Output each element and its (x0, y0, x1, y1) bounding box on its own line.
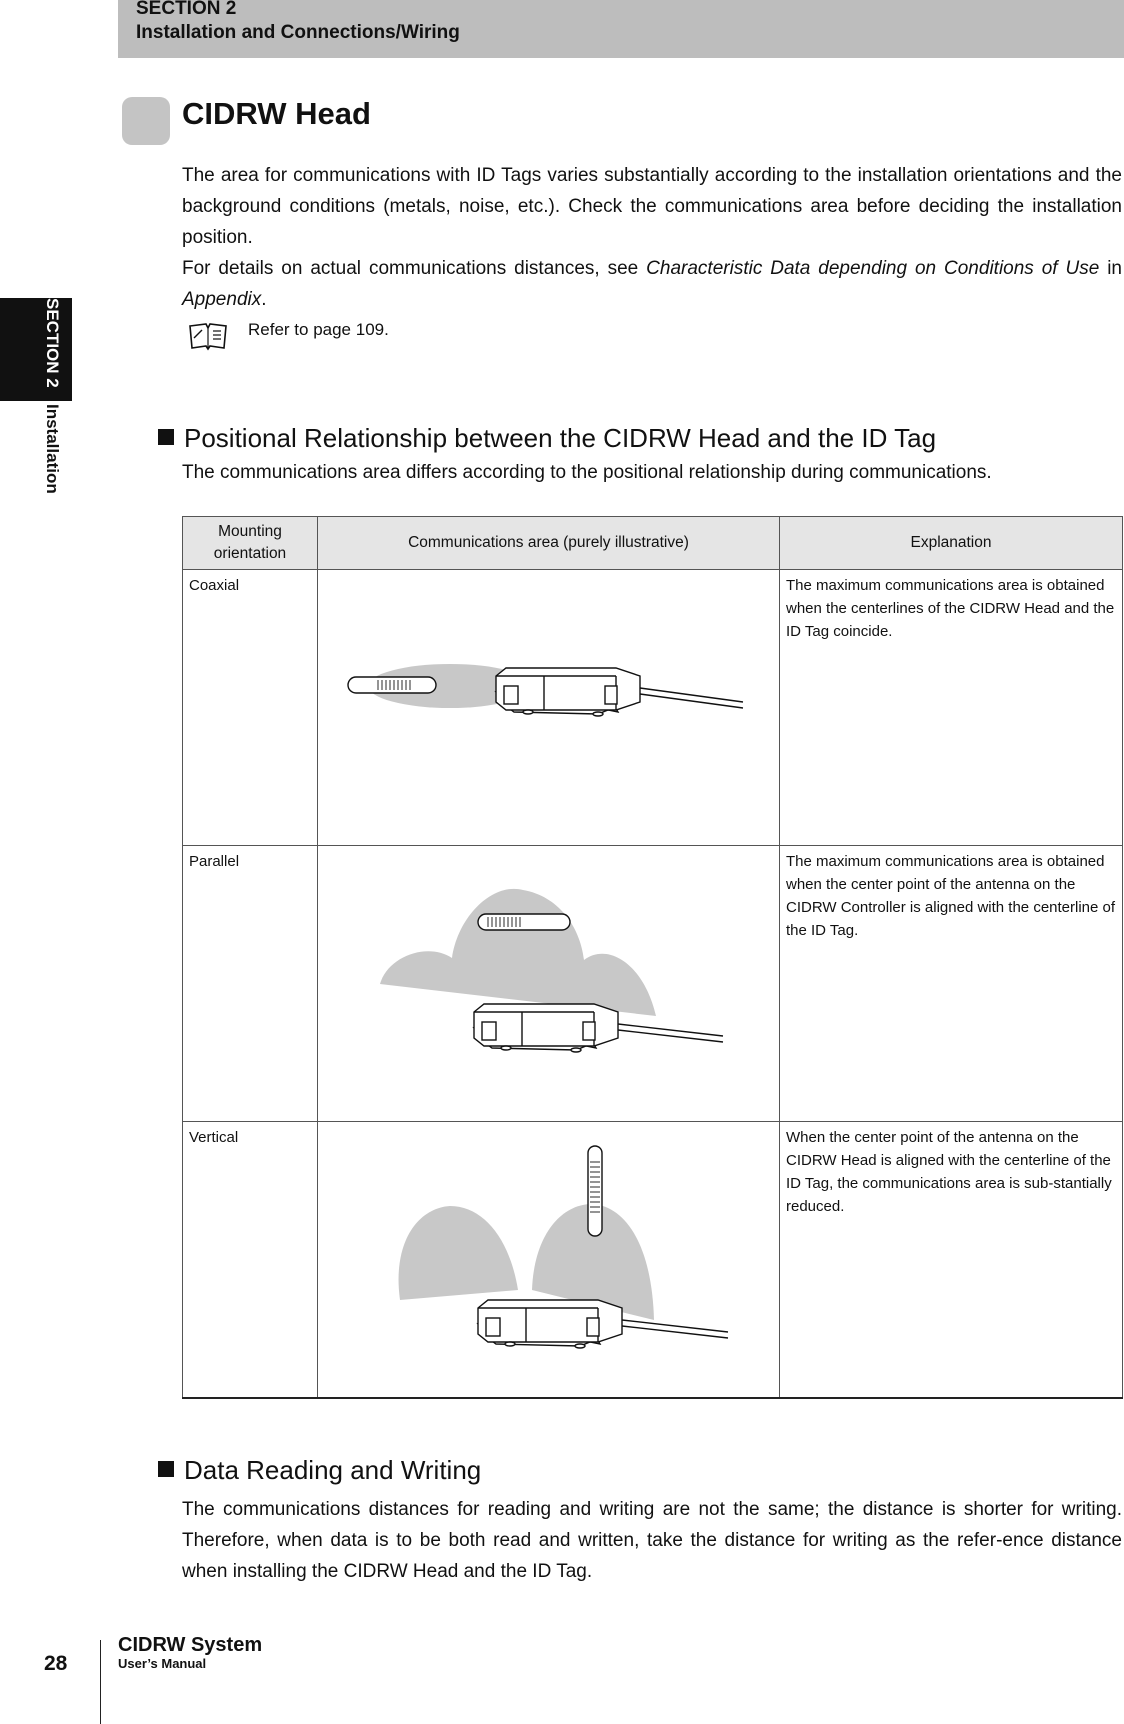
details-paragraph: For details on actual communications distances, see Characteristic Data depending on Conditions of Use in Appendix. (182, 258, 1122, 310)
cable (618, 1024, 723, 1042)
cidrw-head (478, 1300, 622, 1348)
figure-cell (318, 570, 780, 846)
communications-table (182, 516, 1123, 1399)
orientation-cell: Coaxial (183, 570, 318, 846)
title-marker (122, 97, 170, 145)
bullet-square-icon (158, 429, 174, 445)
table-row-vertical (183, 1122, 1123, 1399)
footer-divider (100, 1640, 101, 1724)
parallel-diagram (318, 846, 780, 1114)
footer-product: CIDRW System (118, 1634, 263, 1656)
data-rw-heading: Data Reading and Writing (158, 1455, 481, 1486)
header-subtitle: Installation and Connections/Wiring (136, 22, 460, 43)
table-row-coaxial (183, 570, 1123, 846)
data-rw-description: The communications distances for reading and writing are not the same; the distance is shorter for writing. Therefore, when data is to be both read and written, take the distance for writing as the refer-ence distance when installing the CIDRW Head and the ID Tag. (182, 1499, 1122, 1582)
explanation-cell: When the center point of the antenna on the CIDRW Head is aligned with the centerline of the ID Tag, the communications area is sub-stantially reduced. (780, 1122, 1123, 1399)
cidrw-head (496, 668, 640, 716)
section-header (118, 0, 1124, 58)
page-title: CIDRW Head (182, 96, 371, 131)
side-tab-label: Installation (43, 404, 62, 495)
communications-area (380, 889, 656, 1016)
explanation-cell: The maximum communications area is obtained when the centerlines of the CIDRW Head and the ID Tag coincide. (780, 570, 1123, 846)
positional-heading: Positional Relationship between the CIDRW Head and the ID Tag (158, 423, 936, 454)
intro-paragraph: The area for communications with ID Tags varies substantially according to the installation orientations and the background conditions (metals, noise, etc.). Check the communications area before deciding the installation position. (182, 165, 1122, 248)
orientation-cell: Parallel (183, 846, 318, 1122)
coaxial-diagram (318, 570, 780, 838)
table-row-parallel (183, 846, 1123, 1122)
header-section: SECTION 2 (136, 0, 237, 19)
cable (622, 1320, 728, 1338)
bullet-square-icon (158, 1461, 174, 1477)
figure-cell (318, 1122, 780, 1399)
side-tab (42, 298, 62, 494)
page-reference: Refer to page 109. (248, 320, 389, 339)
book-icon (186, 320, 230, 352)
id-tag (348, 677, 436, 693)
side-tab-section: SECTION 2 (43, 298, 62, 388)
explanation-cell: The maximum communications area is obtained when the center point of the antenna on the CIDRW Controller is aligned with the centerline of the ID Tag. (780, 846, 1123, 1122)
page-number: 28 (44, 1652, 68, 1675)
vertical-diagram (318, 1122, 780, 1390)
cable (640, 688, 743, 708)
figure-cell (318, 846, 780, 1122)
id-tag (588, 1146, 602, 1236)
positional-description: The communications area differs according to the positional relationship during communications. (182, 462, 992, 483)
orientation-cell: Vertical (183, 1122, 318, 1399)
col-header-explanation: Explanation (780, 517, 1123, 570)
col-header-orientation: Mounting orientation (183, 517, 318, 570)
cidrw-head (474, 1004, 618, 1052)
col-header-area: Communications area (purely illustrative) (318, 517, 780, 570)
footer-manual: User’s Manual (118, 1656, 207, 1671)
communications-area-left (399, 1206, 518, 1300)
